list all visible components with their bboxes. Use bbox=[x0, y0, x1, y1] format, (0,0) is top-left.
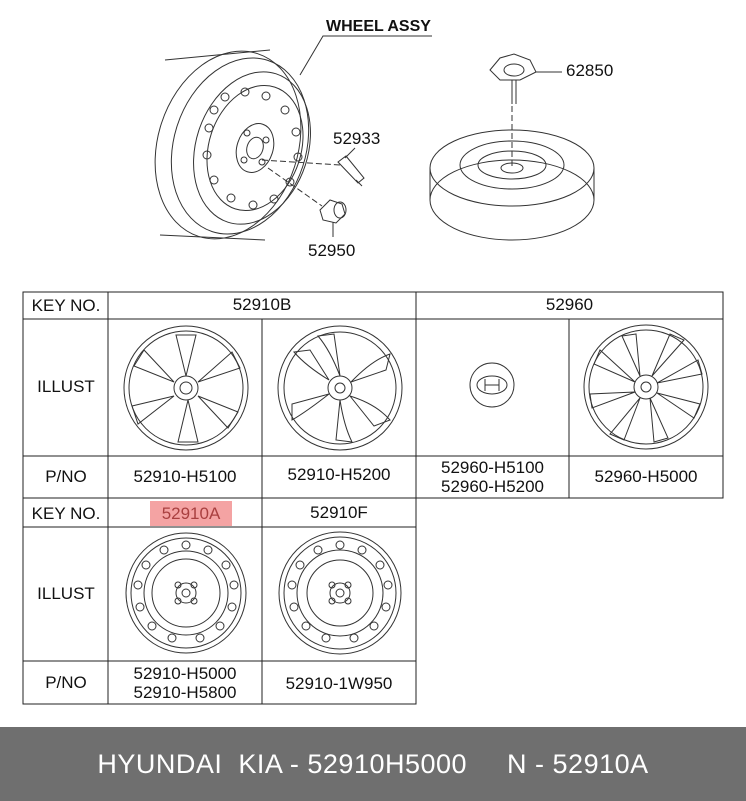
alloy-wheel-h5000 bbox=[584, 325, 708, 449]
pno-label-1: P/NO bbox=[45, 467, 87, 486]
alloy-wheel-h5100 bbox=[124, 326, 248, 450]
key-no-52960: 52960 bbox=[545, 295, 594, 314]
part-label-52933: 52933 bbox=[333, 129, 381, 148]
steel-wheel-52910a bbox=[126, 533, 246, 653]
footer-bar bbox=[0, 727, 746, 801]
key-no-label-2: KEY NO. bbox=[31, 504, 101, 523]
valve-drawing bbox=[262, 148, 364, 186]
key-no-52910f: 52910F bbox=[310, 503, 368, 522]
steel-wheel-drawing bbox=[132, 32, 331, 258]
illust-label-2: ILLUST bbox=[37, 584, 95, 603]
alloy-wheel-h5200 bbox=[278, 326, 402, 450]
spare-cap-drawing bbox=[490, 54, 562, 104]
wheel-assy-label: WHEEL ASSY bbox=[326, 18, 431, 35]
pno-label-2: P/NO bbox=[45, 673, 87, 692]
pno-52910-1w950: 52910-1W950 bbox=[285, 674, 393, 693]
table-grid bbox=[23, 292, 723, 704]
key-no-52910a: 52910A bbox=[161, 504, 221, 523]
footer-text: HYUNDAI KIA - 52910H5000 N - 52910A bbox=[97, 749, 649, 779]
pno-52960-h5000: 52960-H5000 bbox=[594, 467, 698, 486]
pno-52960-h5100-h5200: 52960-H5100 52960-H5200 bbox=[440, 458, 545, 496]
pno-52910-h5100: 52910-H5100 bbox=[133, 467, 237, 486]
part-label-52950: 52950 bbox=[308, 241, 356, 260]
steel-wheel-52910f bbox=[279, 532, 401, 654]
pno-52910-h5200: 52910-H5200 bbox=[287, 465, 391, 484]
pno-52910-h5000-h5800: 52910-H5000 52910-H5800 bbox=[133, 664, 237, 702]
part-label-62850: 62850 bbox=[566, 61, 614, 80]
hub-cap-emblem bbox=[470, 363, 514, 407]
key-no-label-1: KEY NO. bbox=[31, 296, 101, 315]
spare-tire-drawing bbox=[430, 106, 594, 240]
nut-drawing bbox=[268, 168, 346, 237]
key-no-52910b: 52910B bbox=[232, 295, 292, 314]
illust-label-1: ILLUST bbox=[37, 377, 95, 396]
